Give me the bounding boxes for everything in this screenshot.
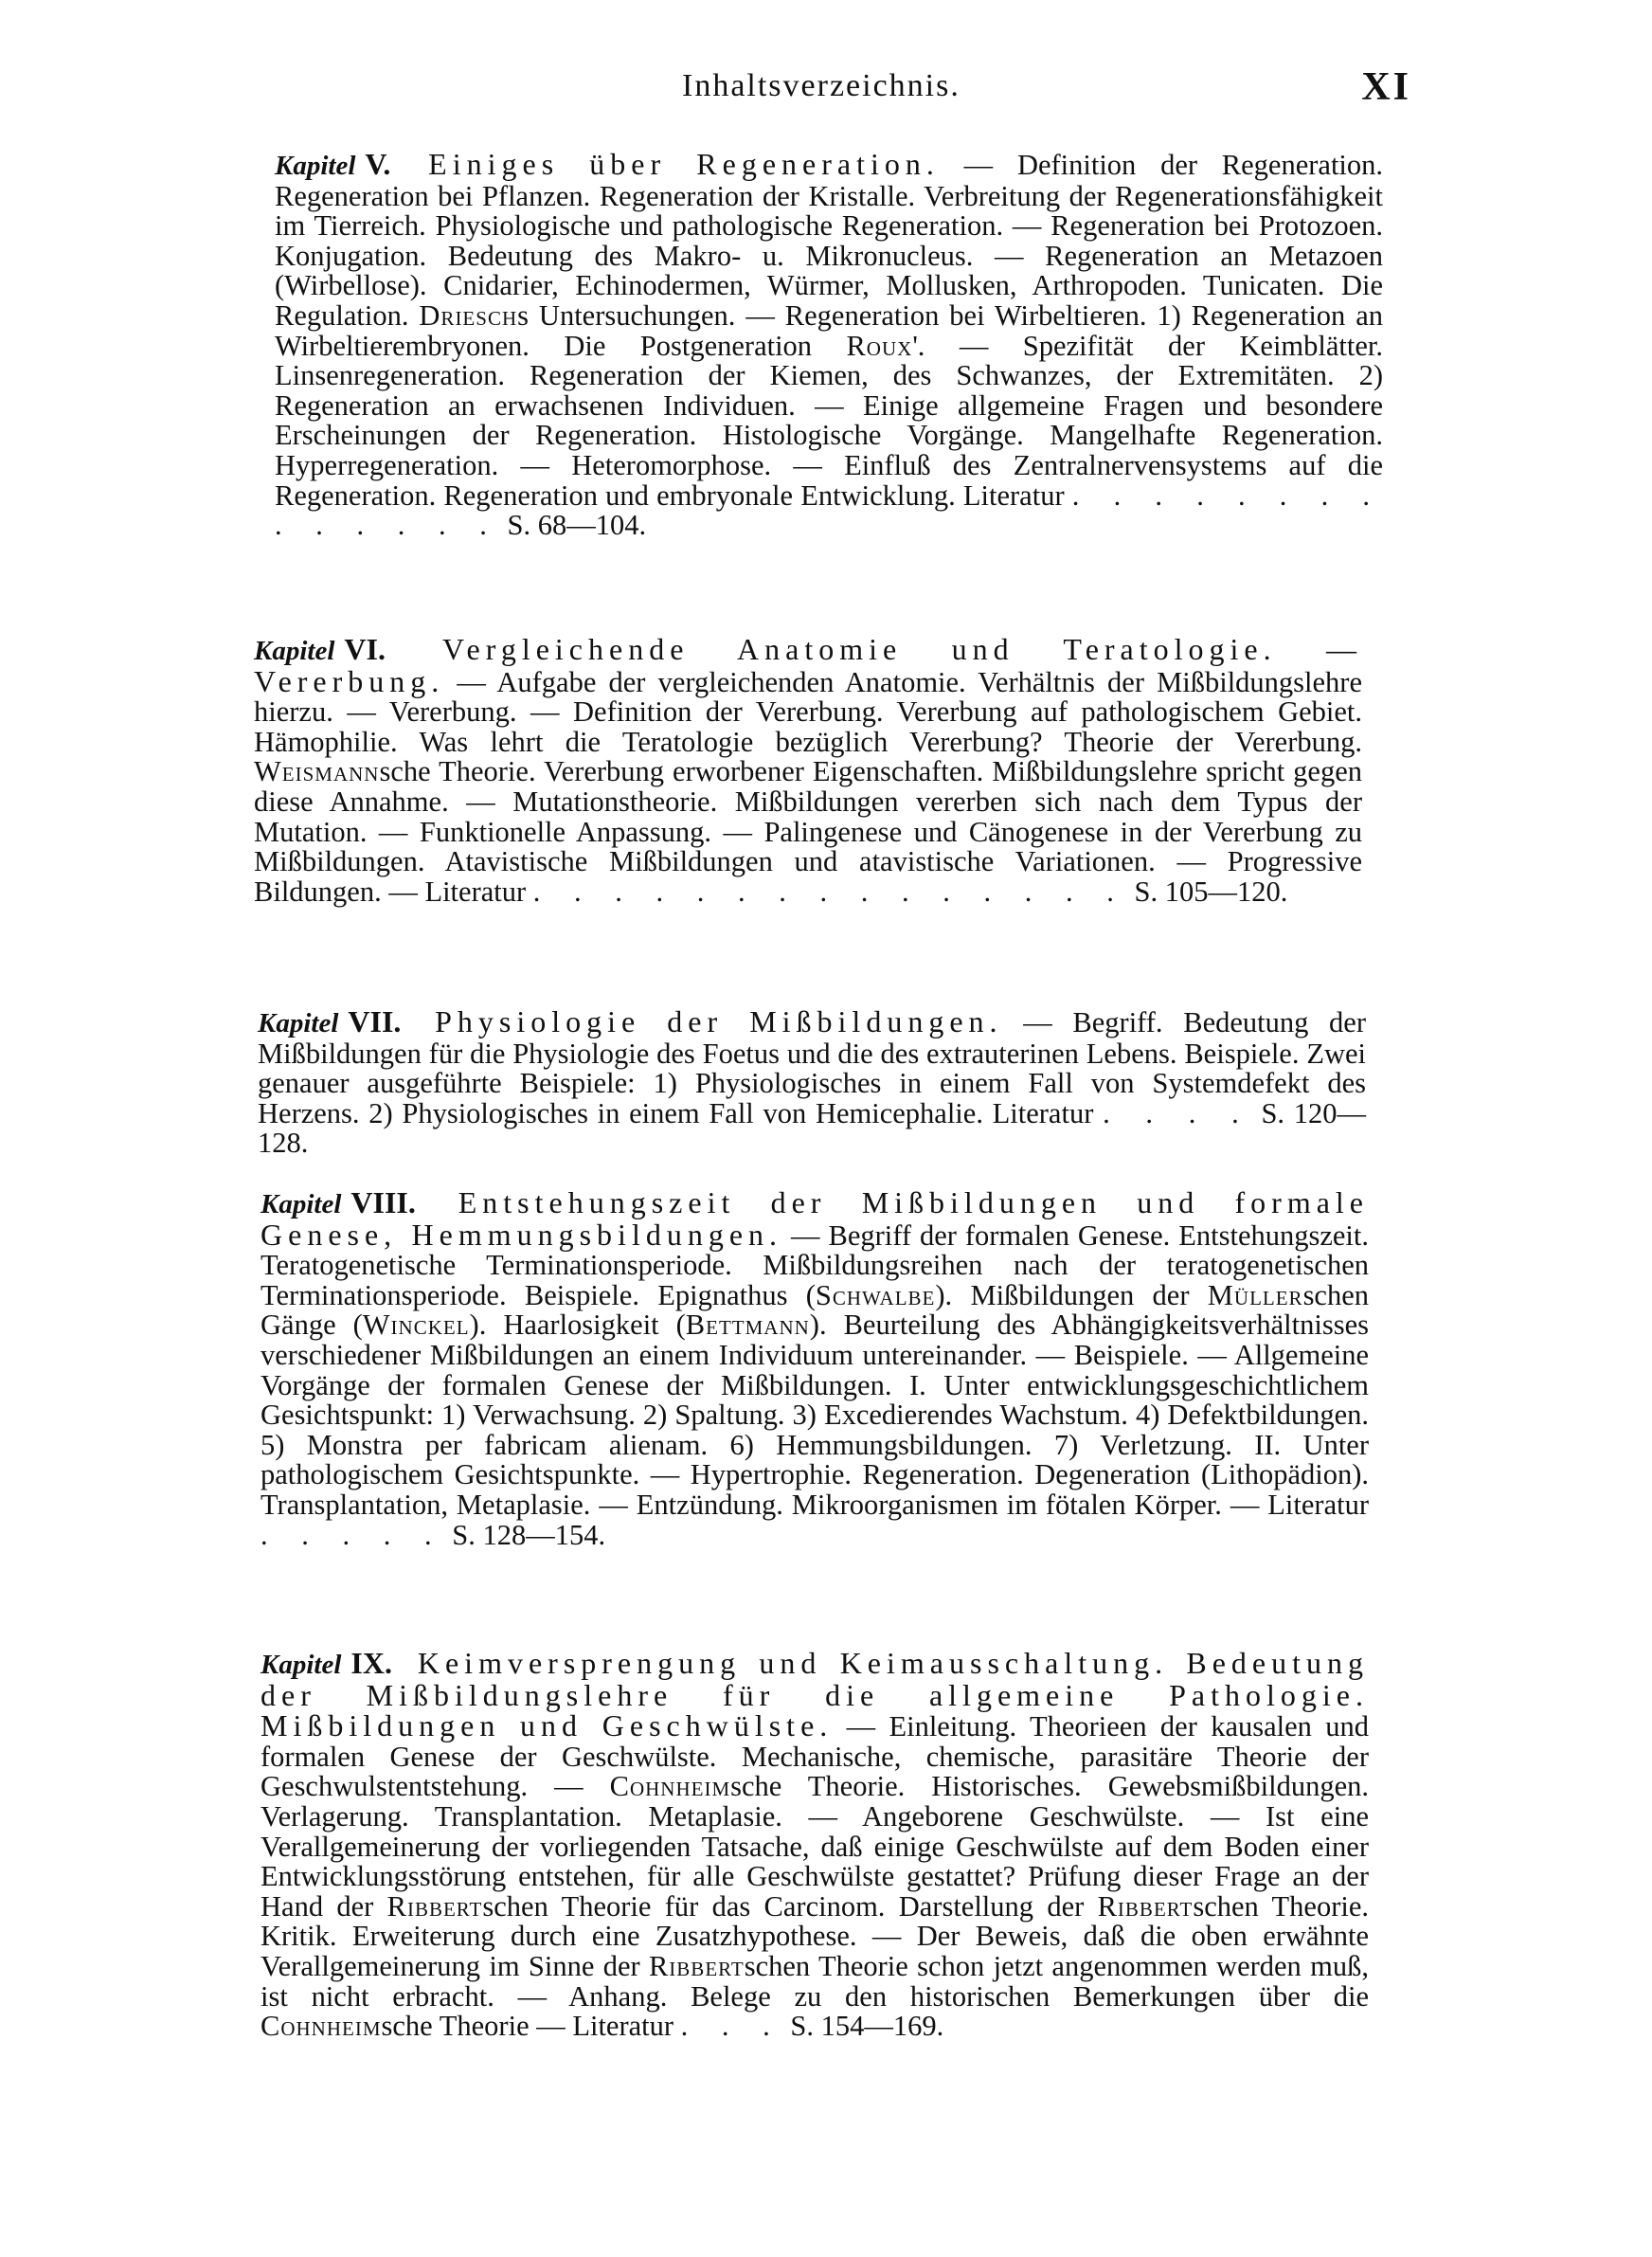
chapter-title: Vergleichende Anatomie und Teratologie. — Vererbung.	[254, 632, 1363, 698]
chapter-number: VIII.	[350, 1185, 416, 1219]
running-title: Inhaltsverzeichnis.	[682, 68, 961, 103]
chapter-summary-cont: sche Theorie. Vererbung erworbener Eigenschaften. Mißbildungslehre spricht gegen diese Annahme. — Mutationstheorie. Mißbildungen vererben sich nach dem Typus der Mutation. — Funktionelle Anpassung. — Palingenese und Cänogenese in der Vererbung zu Mißbildungen. Atavistische Mißbildungen und atavistische Variationen. — Progressive Bildungen. — Literatur	[254, 755, 1362, 908]
author-name: Bettmann	[685, 1309, 810, 1342]
author-name: Cohnheim	[260, 2010, 382, 2043]
chapter-entry-5	[275, 147, 1384, 542]
page-header	[246, 65, 1411, 125]
author-name: Schwalbe	[815, 1278, 936, 1311]
chapter-summary: — Einleitung. Theorieen der kausalen und formalen Genese der Geschwülste. Mechanische, chemische, parasitäre Theorie der Geschwulstentstehung. —	[260, 1710, 1369, 1803]
page-range: S. 105—120.	[1134, 875, 1288, 908]
chapter-label: Kapitel	[260, 1650, 342, 1680]
chapter-summary-cont: schen Theorie für das Carcinom. Darstellung der	[482, 1889, 1085, 1923]
chapter-number: IX.	[350, 1646, 392, 1680]
chapter-entry-9	[260, 1646, 1370, 2043]
chapter-label: Kapitel	[260, 1189, 342, 1219]
author-name: Ribbert	[1097, 1889, 1194, 1923]
chapter-entry-8	[260, 1185, 1370, 1551]
page-range: S. 68—104.	[507, 509, 647, 542]
page-range: S. 128—154.	[452, 1518, 606, 1551]
chapter-title: Keimversprengung und Keimausschaltung. Bedeutung der Mißbildungslehre für die allgemeine Pathologie. Mißbildungen und Geschwülste.	[260, 1646, 1369, 1743]
leader-dots: . . .	[680, 2010, 783, 2043]
chapter-summary-cont: sche Theorie — Literatur	[381, 2010, 674, 2043]
chapter-entry-7	[258, 1004, 1367, 1160]
chapter-title: Entstehungszeit der Mißbildungen und formale Genese, Hemmungsbildungen.	[260, 1185, 1370, 1252]
chapter-summary: — Aufgabe der vergleichenden Anatomie. Verhältnis der Mißbildungslehre hierzu. — Vererbung. — Definition der Vererbung. Vererbung auf pathologischem Gebiet. Hämophilie. Was lehrt die Teratologie bezüglich Vererbung? Theorie der Vererbung.	[254, 665, 1363, 758]
leader-dots: . . . . . . . . . . . . . . .	[532, 875, 1127, 908]
author-name: Driesch	[419, 298, 518, 332]
chapter-number: VII.	[348, 1004, 402, 1038]
chapter-title: Einiges über Regeneration.	[428, 147, 940, 181]
chapter-label: Kapitel	[258, 1008, 339, 1038]
leader-dots: . . . . .	[260, 1518, 445, 1551]
chapter-summary-cont: ). Beurteilung des Abhängigkeitsverhältnisses verschiedener Mißbildungen an einem Individuum untereinander. — Beispiele. — Allgemeine Vorgänge der formalen Genese der Mißbildungen. I. Unter entwicklungsgeschichtlichem Gesichtspunkt: 1) Verwachsung. 2) Spaltung. 3) Excedierendes Wachstum. 4) Defektbildungen. 5) Monstra per fabricam alienam. 6) Hemmungsbildungen. 7) Verletzung. II. Unter pathologischem Gesichtspunkte. — Hypertrophie. Regeneration. Degeneration (Lithopädion). Transplantation, Metaplasie. — Entzündung. Mikroorganismen im fötalen Körper. — Literatur	[260, 1309, 1369, 1521]
author-name: Ribbert	[386, 1889, 483, 1923]
chapter-summary: — Begriff. Bedeutung der Mißbildungen für die Physiologie des Foetus und die des extrauterinen Lebens. Beispiele. Zwei genauer ausgeführte Beispiele: 1) Physiologisches in einem Fall von Systemdefekt des Herzens. 2) Physiologisches in einem Fall von Hemicephalie. Literatur	[258, 1006, 1367, 1129]
chapter-title: Physiologie der Mißbildungen.	[435, 1004, 1003, 1038]
chapter-entry-6	[254, 632, 1363, 908]
chapter-label: Kapitel	[275, 151, 356, 181]
page-range: S. 120—128.	[258, 1096, 1367, 1160]
page-number: XI	[1361, 65, 1411, 109]
page-range: S. 154—169.	[790, 2010, 944, 2043]
author-name: Roux	[846, 329, 913, 362]
chapter-summary: — Begriff der formalen Genese. Entstehungszeit. Teratogenetische Terminationsperiode. Mißbildungsreihen nach der teratogenetischen Terminationsperiode. Beispiele. Epignathus (	[260, 1219, 1370, 1311]
chapter-summary-cont: ). Mißbildungen der	[935, 1278, 1190, 1311]
chapter-summary-cont: ). Haarlosigkeit (	[469, 1309, 686, 1342]
chapter-summary-cont: '. — Spezifität der Keimblätter. Linsenregeneration. Regeneration der Kiemen, des Schwanzes, der Extremitäten. 2) Regeneration an erwachsenen Individuen. — Einige allgemeine Fragen und besondere Erscheinungen der Regeneration. Histologische Vorgänge. Mangelhafte Regeneration. Hyperregeneration. — Heteromorphose. — Einfluß des Zentralnervensystems auf die Regeneration. Regeneration und embryonale Entwicklung. Literatur	[275, 329, 1383, 512]
chapter-summary-cont: schen Theorie. Kritik. Erweiterung durch eine Zusatzhypothese. — Der Beweis, daß die oben erwähnte Verallgemeinerung im Sinne der	[260, 1889, 1370, 1982]
chapter-summary-cont: s Untersuchungen. — Regeneration bei Wirbeltieren. 1) Regeneration an Wirbeltierembryonen. Die Postgeneration	[275, 298, 1384, 362]
chapter-number: VI.	[344, 632, 386, 666]
author-name: Weismann	[254, 755, 380, 788]
chapter-summary-cont: sche Theorie. Historisches. Gewebsmißbildungen. Verlagerung. Transplantation. Metaplasie. — Angeborene Geschwülste. — Ist eine Verallgemeinerung der vorliegenden Tatsache, daß einige Geschwülste auf dem Boden einer Entwicklungsstörung entstehen, für alle Geschwülste gestattet? Prüfung dieser Frage an der Hand der	[260, 1770, 1369, 1923]
leader-dots: . . . .	[1103, 1096, 1252, 1129]
author-name: Winckel	[362, 1309, 470, 1342]
author-name: Ribbert	[648, 1949, 745, 1982]
author-name: Müller	[1207, 1278, 1303, 1311]
chapter-summary-cont: schen Theorie schon jetzt angenommen werden muß, ist nicht erbracht. — Anhang. Belege zu den historischen Bemerkungen über die	[260, 1949, 1369, 2013]
chapter-summary: — Definition der Regeneration. Regeneration bei Pflanzen. Regeneration der Kristalle. Verbreitung der Regenerationsfähigkeit im Tierreich. Physiologische und pathologische Regeneration. — Regeneration bei Protozoen. Konjugation. Bedeutung des Makro- u. Mikronucleus. — Regeneration an Metazoen (Wirbellose). Cnidarier, Echinodermen, Würmer, Mollusken, Arthropoden. Tunicaten. Die Regulation.	[275, 149, 1384, 332]
leader-dots: . . . . . . . . . . . . . .	[275, 478, 1384, 542]
author-name: Cohnheim	[609, 1770, 731, 1803]
chapter-label: Kapitel	[254, 636, 335, 666]
chapter-summary-cont: schen Gänge (	[260, 1278, 1370, 1342]
chapter-number: V.	[365, 147, 391, 181]
